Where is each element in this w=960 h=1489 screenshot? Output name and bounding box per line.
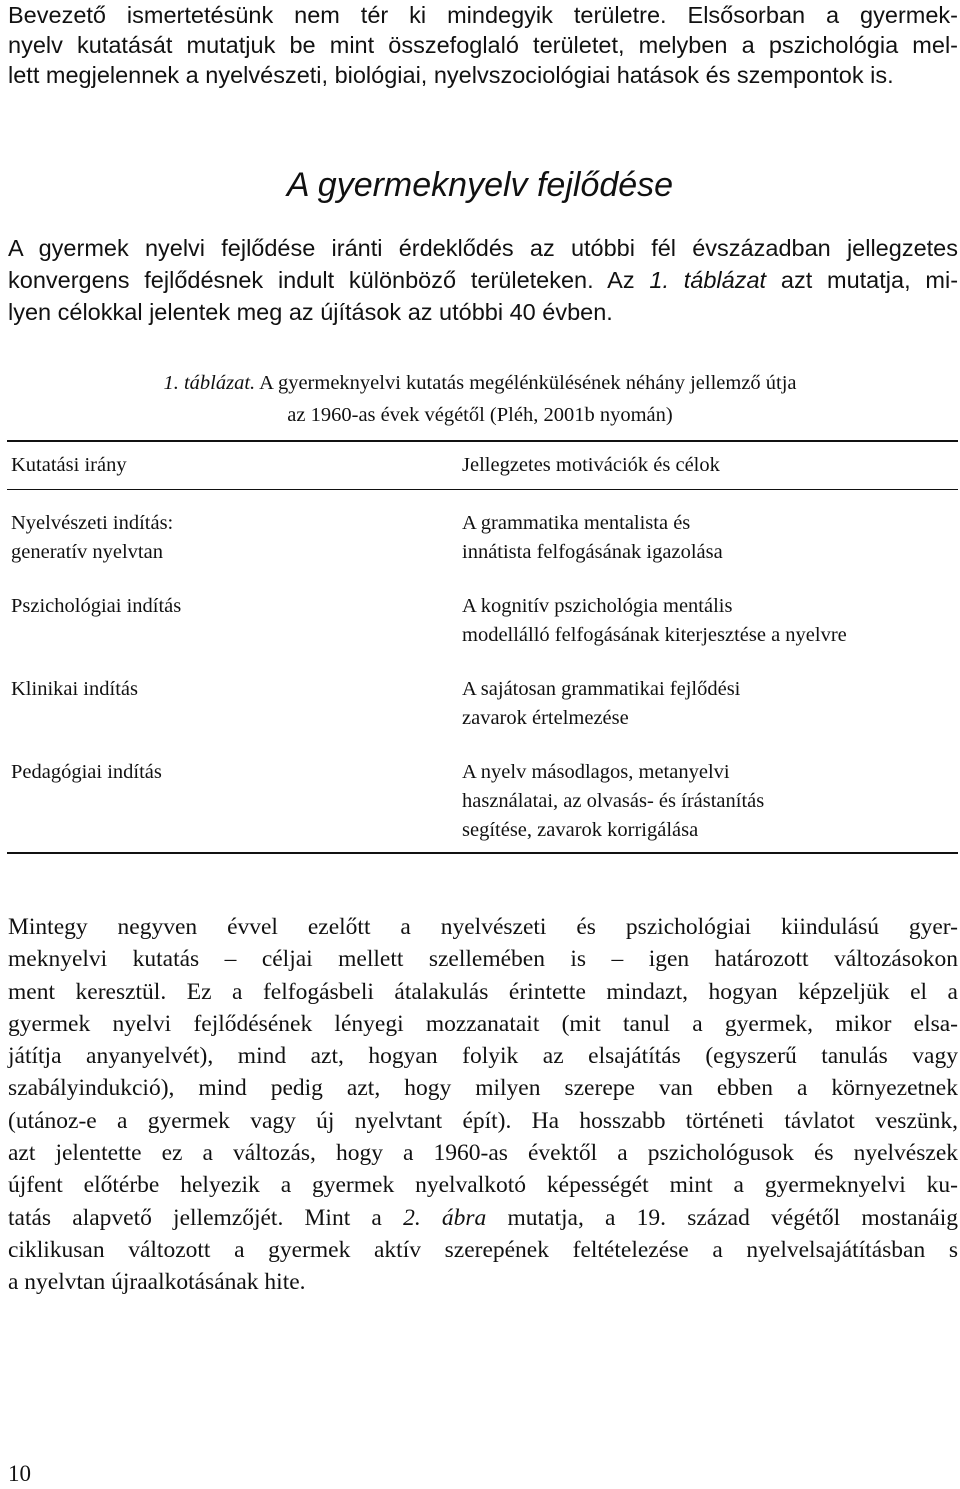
cell-line: A kognitív pszichológia mentális: [462, 595, 733, 617]
development-paragraph: [8, 232, 958, 328]
header-research-direction: Kutatási irány: [11, 454, 127, 476]
text-run: mutatja, a 19. század végétől mostanáig: [507, 1204, 958, 1231]
paragraph-line: [8, 1202, 958, 1234]
cell-line: A grammatika mentalista és: [462, 512, 691, 534]
caption-line: [0, 367, 960, 399]
table-row-direction: [11, 509, 173, 567]
table-bottom-rule: [7, 852, 958, 854]
main-paragraph: [8, 911, 958, 1299]
text-run: konvergens fejlődésnek indult különböző területeken. Az: [8, 267, 635, 293]
paragraph-line: Mintegy negyven évvel ezelőtt a nyelvészeti és pszichológiai kiindulású gyer-: [8, 914, 958, 940]
table-reference: 1. táblázat: [649, 267, 767, 293]
cell-line: A sajátosan grammatikai fejlődési: [462, 678, 741, 700]
paragraph-line: azt jelentette ez a változás, hogy a 1960-as évektől a pszichológusok és nyelvészek: [8, 1140, 958, 1167]
cell-line: Pedagógiai indítás: [11, 761, 162, 783]
table-row-goals: [462, 592, 847, 650]
paragraph-line: lyen célokkal jelentek meg az újítások az utóbbi 40 évben.: [8, 299, 613, 325]
table-header-rule: [7, 489, 958, 490]
text-run: tatás alapvető jellemzőjét. Mint a: [8, 1204, 382, 1231]
table-row-goals: [462, 675, 740, 733]
caption-line: az 1960-as évek végétől (Pléh, 2001b nyomán): [287, 404, 673, 426]
caption-label: 1. táblázat.: [163, 372, 256, 394]
cell-line: zavarok értelmezése: [462, 707, 629, 729]
figure-reference: 2. ábra: [403, 1204, 487, 1231]
cell-line: innátista felfogásának igazolása: [462, 541, 723, 563]
cell-line: A nyelv másodlagos, metanyelvi: [462, 761, 730, 783]
paragraph-line: ment keresztül. Ez a felfogásbeli átalakulás érintette mindazt, hogyan képzeljük el a: [8, 978, 958, 1005]
paragraph-line: (utánoz-e a gyermek vagy új nyelvtant épít). Ha hosszabb történeti távlatot veszünk,: [8, 1107, 958, 1134]
cell-line: Klinikai indítás: [11, 678, 138, 700]
section-title: A gyermeknyelv fejlődése: [286, 166, 674, 204]
paragraph-line: újfent előtérbe helyezik a gyermek nyelvalkotó képességét mint a gyermeknyelvi ku-: [8, 1172, 958, 1199]
table-row-direction: [11, 758, 162, 787]
paragraph-line: A gyermek nyelvi fejlődése iránti érdeklődés az utóbbi fél évszázadban jellegzetes: [8, 235, 958, 261]
caption-text: A gyermeknyelvi kutatás megélénkülésének néhány jellemző útja: [259, 372, 797, 394]
cell-line: modellálló felfogásának kiterjesztése a nyelvre: [462, 624, 847, 646]
cell-line: generatív nyelvtan: [11, 541, 163, 563]
cell-line: Nyelvészeti indítás:: [11, 512, 174, 534]
table-row-goals: [462, 509, 723, 567]
paragraph-line: gyermek nyelvi fejlődésének lényegi mozzanatait (mit tanul a gyermek, mikor elsa-: [8, 1010, 958, 1037]
table-top-rule: [7, 440, 958, 442]
paragraph-line: [8, 264, 958, 296]
cell-line: használatai, az olvasás- és írástanítás: [462, 790, 765, 812]
text-run: azt mutatja, mi-: [780, 267, 959, 293]
table-caption: [0, 367, 960, 431]
paragraph-line: szabályindukció), mind pedig azt, hogy milyen szerepe van ebben a környezetnek: [8, 1075, 958, 1102]
cell-line: segítése, zavarok korrigálása: [462, 819, 699, 841]
paragraph-line: ciklikusan változott a gyermek aktív szerepének feltételezése a nyelvelsajátításban s: [8, 1236, 958, 1263]
page-number: 10: [8, 1461, 31, 1486]
cell-line: Pszichológiai indítás: [11, 595, 182, 617]
table-row-direction: [11, 592, 181, 621]
intro-paragraph: [8, 0, 958, 90]
intro-line: Bevezető ismertetésünk nem tér ki mindegyik területre. Elsősorban a gyermek-: [8, 2, 958, 28]
intro-line: lett megjelennek a nyelvészeti, biológiai, nyelvszociológiai hatások és szempontok is.: [8, 62, 894, 88]
table-row-goals: [462, 758, 764, 845]
intro-line: nyelv kutatását mutatjuk be mint összefoglaló területet, melyben a pszichológia mel-: [8, 32, 958, 58]
paragraph-line: a nyelvtan újraalkotásának hite.: [8, 1269, 306, 1296]
header-motivations: Jellegzetes motivációk és célok: [462, 454, 720, 476]
table-row-direction: [11, 675, 138, 704]
paragraph-line: játítja anyanyelvét), mind azt, hogyan folyik az elsajátítás (egyszerű tanulás vagy: [8, 1043, 958, 1070]
paragraph-line: meknyelvi kutatás – céljai mellett szellemében is – igen határozott változásokon: [8, 946, 958, 973]
